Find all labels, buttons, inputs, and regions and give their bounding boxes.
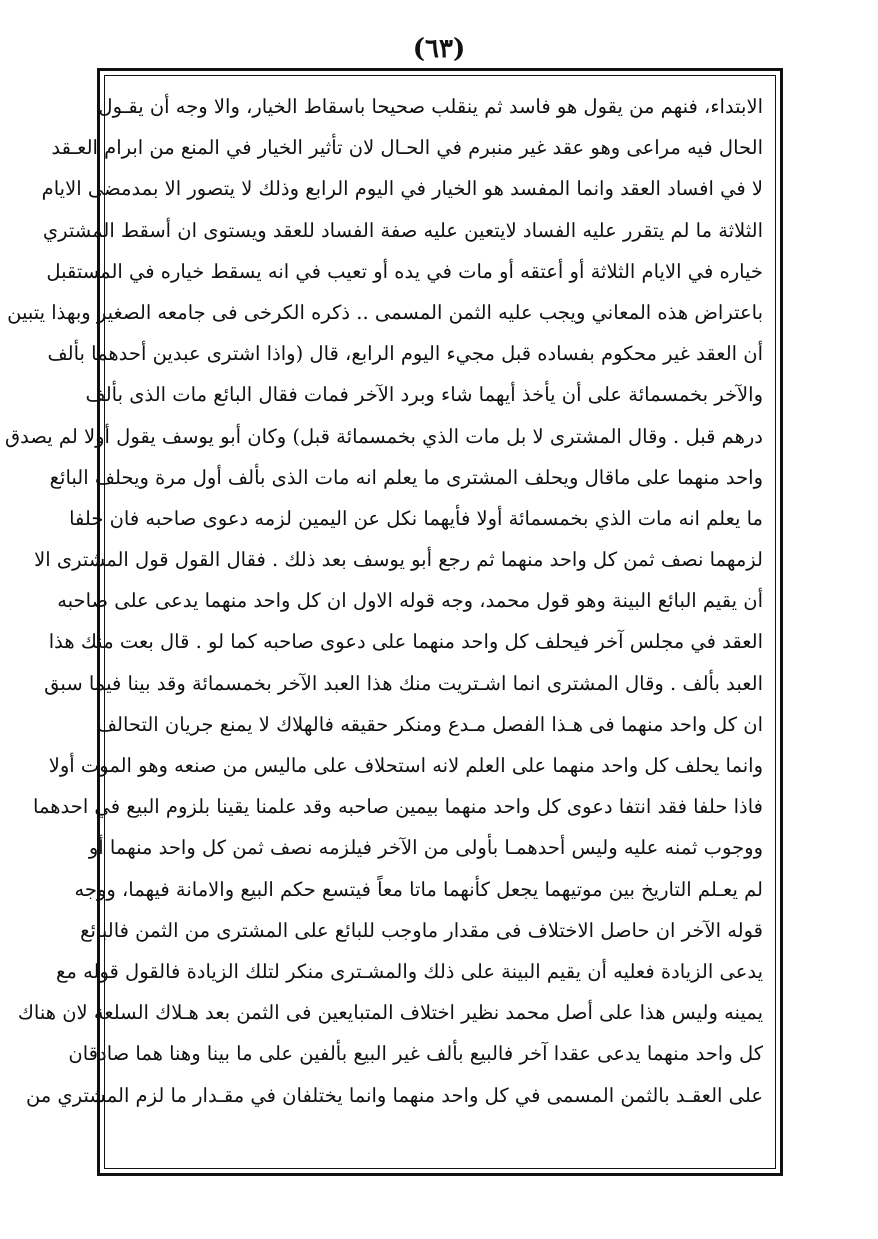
text-line: فاذا حلفا فقد انتفا دعوى كل واحد منهما بيمين صاحبه وقد علمنا يقينا بلزوم البيع في احدهما xyxy=(33,795,763,819)
text-line: الحال فيه مراعى وهو عقد غير منبرم في الحـال لان تأثير الخيار في المنع من ابرام العـقد xyxy=(51,136,763,160)
text-body xyxy=(5,86,763,1116)
text-line: خياره في الايام الثلاثة أو أعتقه أو مات في يده أو تعيب في انه يسقط خياره في المستقبل xyxy=(46,259,763,283)
text-line: الثلاثة ما لم يتقرر عليه الفساد لايتعين عليه صفة الفساد للعقد ويستوى ان أسقط المشتري xyxy=(42,218,763,242)
text-line: وانما يحلف كل واحد منهما على العلم لانه استحلاف على ماليس من صنعه وهو الموت أولا xyxy=(48,754,763,777)
text-line: ان كل واحد منهما فى هـذا الفصل مـدع ومنكر حقيقه فالهلاك لا يمنع جريان التحالف xyxy=(96,712,763,736)
text-line: كل واحد منهما يدعى عقدا آخر فالبيع بألف غير البيع بألفين على ما بينا وهنا هما صادقان xyxy=(68,1042,763,1066)
text-line: العبد بألف . وقال المشترى انما اشـتريت منك هذا العبد الآخر بخمسمائة وقد بينا فيما سبق xyxy=(44,671,763,695)
text-line: يدعى الزيادة فعليه أن يقيم البينة على ذلك والمشـترى منكر لتلك الزيادة فالقول قوله مع xyxy=(56,959,763,983)
text-line: والآخر بخمسمائة على أن يأخذ أيهما شاء وبرد الآخر فمات فقال البائع مات الذى بألف xyxy=(85,383,763,407)
text-line: درهم قبل . وقال المشترى لا بل مات الذي بخمسمائة قبل) وكان أبو يوسف يقول أولا لم يصدق xyxy=(5,424,763,448)
text-line: الابتداء، فنهم من يقول هو فاسد ثم ينقلب صحيحا باسقاط الخيار، والا وجه أن يقـول xyxy=(98,95,763,118)
text-line: واحد منهما على ماقال ويحلف المشترى ما يعلم انه مات الذى بألف أول مرة ويحلف البائع xyxy=(49,465,763,489)
text-line: ما يعلم انه مات الذي بخمسمائة أولا فأيهما نكل عن اليمين لزمه دعوى صاحبه فان حلفا xyxy=(69,506,763,530)
text-line: لا في افساد العقد وانما المفسد هو الخيار في اليوم الرابع وذلك لا يتصور الا بمدمضى الايام xyxy=(41,177,763,201)
text-line: لزمهما نصف ثمن كل واحد منهما ثم رجع أبو يوسف بعد ذلك . فقال القول قول المشترى الا xyxy=(34,548,763,572)
text-line: لم يعـلم التاريخ بين موتيهما يجعل كأنهما ماتا معاً فيتسع حكم البيع والامانة فيهما، ووجه xyxy=(74,877,763,901)
text-line: أن العقد غير محكوم بفساده قبل مجيء اليوم الرابع، قال (واذا اشترى عبدين أحدهما بألف xyxy=(47,342,763,366)
text-line: العقد في مجلس آخر فيحلف كل واحد منهما على دعوى صاحبه كما لو . قال بعت منك هذا xyxy=(48,630,763,654)
text-line: ووجوب ثمنه عليه وليس أحدهمـا بأولى من الآخر فيلزمه نصف ثمن كل واحد منهما أو xyxy=(88,836,763,860)
page-number: (٦٣) xyxy=(412,34,466,64)
text-line: قوله الآخر ان حاصل الاختلاف فى مقدار ماوجب للبائع على المشترى من الثمن فالبائع xyxy=(80,918,763,942)
text-line: باعتراض هذه المعاني ويجب عليه الثمن المسمى .. ذكره الكرخى فى جامعه الصغير وبهذا يتبين xyxy=(7,300,763,324)
text-line: أن يقيم البائع البينة وهو قول محمد، وجه قوله الاول ان كل واحد منهما يدعى على صاحبه xyxy=(57,589,763,613)
text-line: على العقـد بالثمن المسمى في كل واحد منهما وانما يختلفان في مقـدار ما لزم المشتري من xyxy=(25,1083,763,1107)
text-line: يمينه وليس هذا على أصل محمد نظير اختلاف المتبايعين فى الثمن بعد هـلاك السلعة لان هناك xyxy=(17,1001,763,1025)
